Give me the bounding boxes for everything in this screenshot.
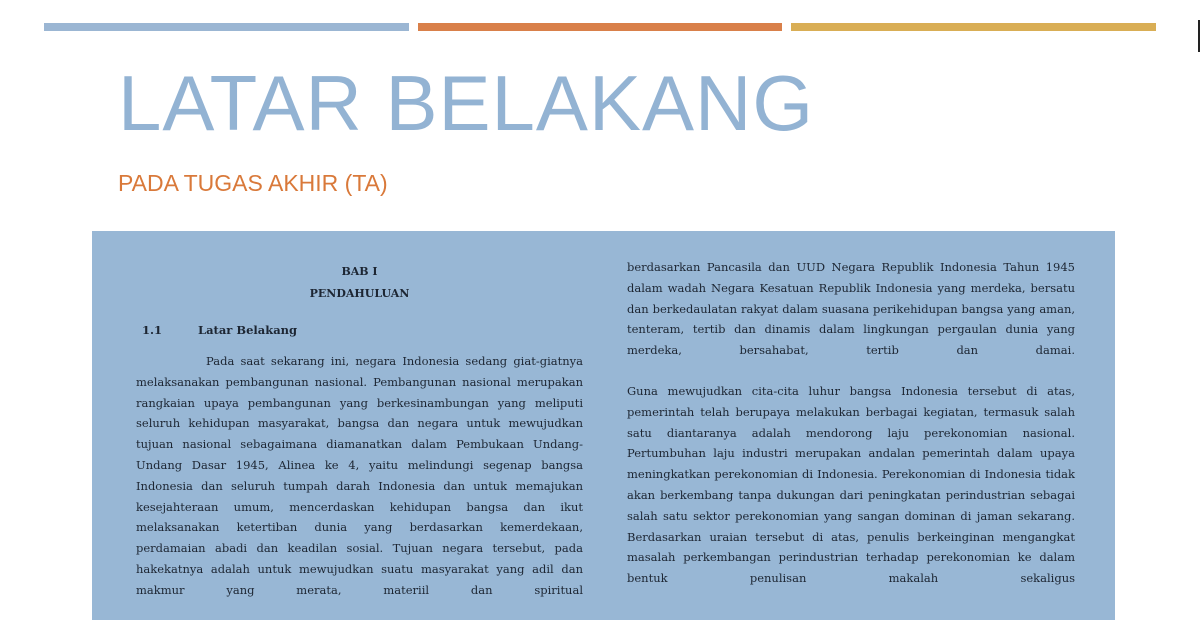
section-number: 1.1 — [142, 323, 163, 337]
right-paragraph-1: berdasarkan Pancasila dan UUD Negara Republik Indonesia Tahun 1945 dalam wadah Negara Kesatuan Republik Indonesia yang merdeka, bersatu dan berkedaulatan rakyat dalam suasana perikehidupan bangsa yang aman, tenteram, tertib dan dinamis dalam lingkungan pergaulan dunia yang merdeka, bersahabat, tertib dan damai. — [627, 260, 1075, 358]
right-paragraph-2: Guna mewujudkan cita-cita luhur bangsa Indonesia tersebut di atas, pemerintah telah berupaya melakukan berbagai kegiatan, termasuk salah satu diantaranya adalah mendorong laju perekonomian nasional. Pertumbuhan laju industri merupakan andalan pemerintah dalam upaya meningkatkan perekonomian di Indonesia. Perekonomian di Indonesia tidak akan berkembang tanpa dukungan dari peningkatan perindustrian sebagai salah satu sektor perekonomian yang sangan dominan di jaman sekarang. Berdasarkan uraian tersebut di atas, penulis berkeinginan mengangkat masalah perkembangan perindustrian terhadap perekonomian ke dalam bentuk penulisan makalah sekaligus — [627, 383, 1075, 586]
slide-subtitle: PADA TUGAS AKHIR (TA) — [118, 170, 388, 196]
left-paragraph: Pada saat sekarang ini, negara Indonesia sedang giat-giatnya melaksanakan pembangunan nasional. Pembangunan nasional merupakan rangkaian upaya pembangunan yang berkesinambungan yang meliputi seluruh kehidupan masyarakat, bangsa dan negara untuk mewujudkan tujuan nasional sebagaimana diamanatkan dalam Pembukaan Undang-Undang Dasar 1945, Alinea ke 4, yaitu melindungi segenap bangsa Indonesia dan seluruh tumpah darah Indonesia dan untuk memajukan kesejahteraan umum, mencerdaskan kehidupan bangsa dan ikut melaksanakan ketertiban dunia yang berdasarkan kemerdekaan, perdamaian abadi dan keadilan sosial. Tujuan negara tersebut, pada hakekatnya adalah untuk mewujudkan suatu masyarakat yang adil dan makmur yang merata, materiil dan spiritual — [136, 354, 583, 597]
accent-bar-blue — [44, 23, 409, 31]
accent-bar-orange — [418, 23, 782, 31]
document-image — [92, 231, 1115, 620]
document-left-column — [136, 261, 583, 601]
slide-title: LATAR BELAKANG — [118, 59, 815, 147]
section-heading — [136, 323, 583, 337]
chapter-number: BAB I — [341, 265, 378, 278]
chapter-title: PENDAHULUAN — [309, 287, 410, 300]
accent-bar-gold — [791, 23, 1156, 31]
document-right-column — [627, 257, 1075, 589]
section-title: Latar Belakang — [198, 323, 298, 337]
